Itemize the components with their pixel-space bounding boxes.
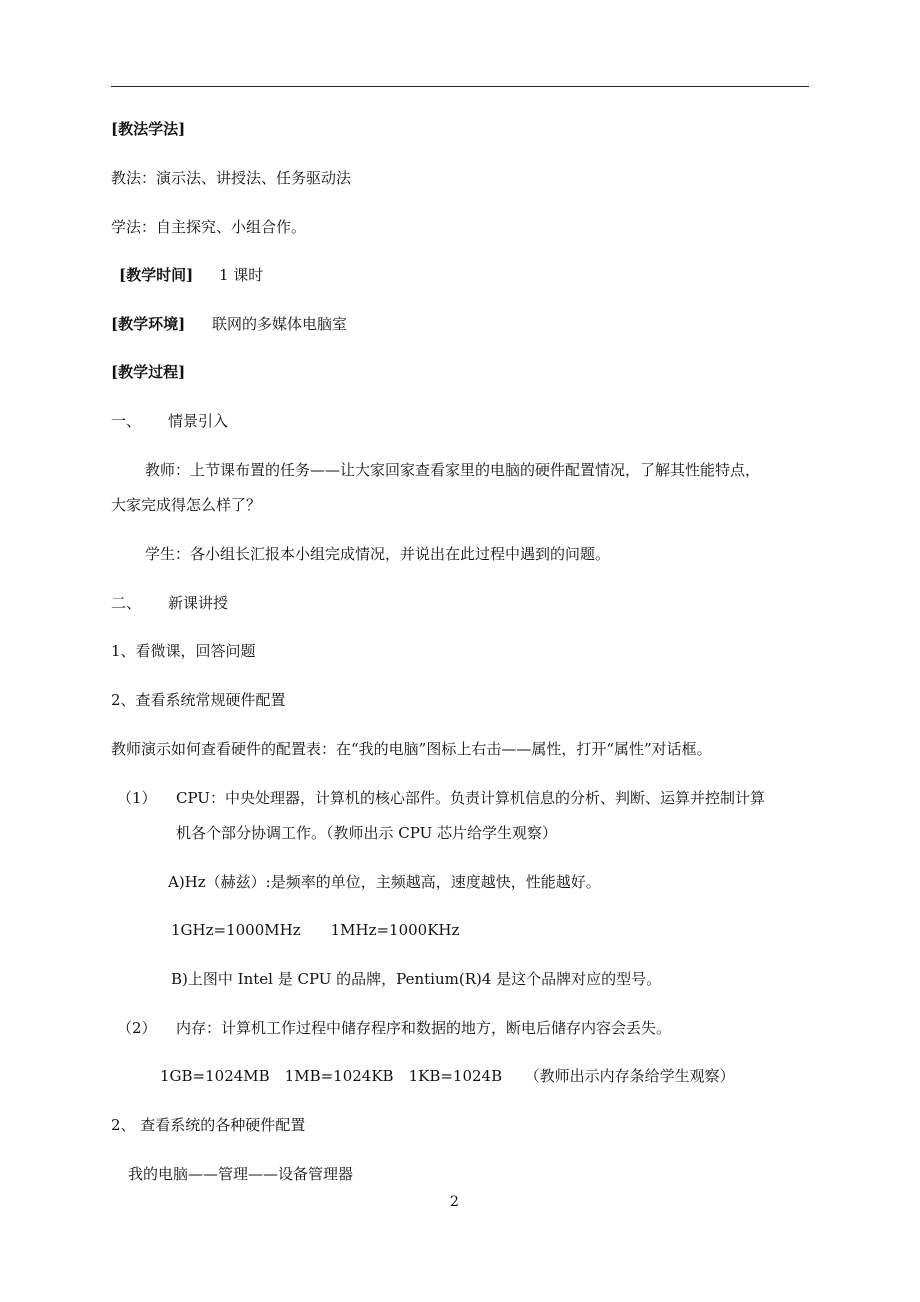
item1-hz-note: A)Hz（赫兹）:是频率的单位，主频越高，速度越快，性能越好。: [168, 873, 601, 891]
teaching-methods: 教法：演示法、讲授法、任务驱动法: [111, 169, 352, 187]
item2-memory-units: 1GB=1024MB 1MB=1024KB 1KB=1024B （教师出示内存条给学生观察）: [160, 1067, 735, 1085]
item2-number: （2）: [117, 1019, 157, 1037]
learning-methods: 学法：自主探究、小组合作。: [111, 218, 307, 236]
process-heading: [教学过程]: [111, 363, 186, 381]
section1-number: 一、: [111, 412, 142, 430]
teacher-question-line2: 大家完成得怎么样了？: [111, 496, 262, 514]
page-number: 2: [450, 1194, 459, 1210]
step-3: 2、 查看系统的各种硬件配置: [111, 1116, 306, 1134]
item1-cpu-line1: CPU：中央处理器，计算机的核心部件。负责计算机信息的分析、判断、运算并控制计算: [176, 789, 765, 807]
environment-value: 联网的多媒体电脑室: [212, 315, 348, 333]
item1-cpu-line2: 机各个部分协调工作。（教师出示 CPU 芯片给学生观察）: [176, 824, 557, 842]
student-response: 学生：各小组长汇报本小组完成情况，并说出在此过程中遇到的问题。: [145, 545, 611, 563]
item2-memory: 内存：计算机工作过程中储存程序和数据的地方，断电后储存内容会丢失。: [176, 1019, 672, 1037]
header-rule: [111, 86, 809, 87]
section1-title: 情景引入: [168, 412, 229, 430]
item1-brand-note: B)上图中 Intel 是 CPU 的品牌，Pentium(R)4 是这个品牌对应的型号。: [171, 970, 662, 988]
time-heading: [教学时间]: [119, 266, 194, 284]
time-value: 1 课时: [219, 266, 264, 284]
teacher-demo: 教师演示如何查看硬件的配置表：在“我的电脑”图标上右击——属性，打开“属性”对话框。: [111, 740, 712, 758]
step-2: 2、查看系统常规硬件配置: [111, 691, 286, 709]
section2-title: 新课讲授: [168, 594, 229, 612]
item1-frequency-units: 1GHz=1000MHz 1MHz=1000KHz: [171, 921, 460, 939]
section2-number: 二、: [111, 594, 142, 612]
methods-heading: [教法学法]: [111, 120, 186, 138]
environment-heading: [教学环境]: [111, 315, 186, 333]
step-1: 1、看微课，回答问题: [111, 642, 256, 660]
item1-number: （1）: [117, 789, 157, 807]
device-manager-path: 我的电脑——管理——设备管理器: [128, 1165, 354, 1183]
teacher-question-line1: 教师：上节课布置的任务——让大家回家查看家里的电脑的硬件配置情况，了解其性能特点，: [145, 461, 761, 479]
